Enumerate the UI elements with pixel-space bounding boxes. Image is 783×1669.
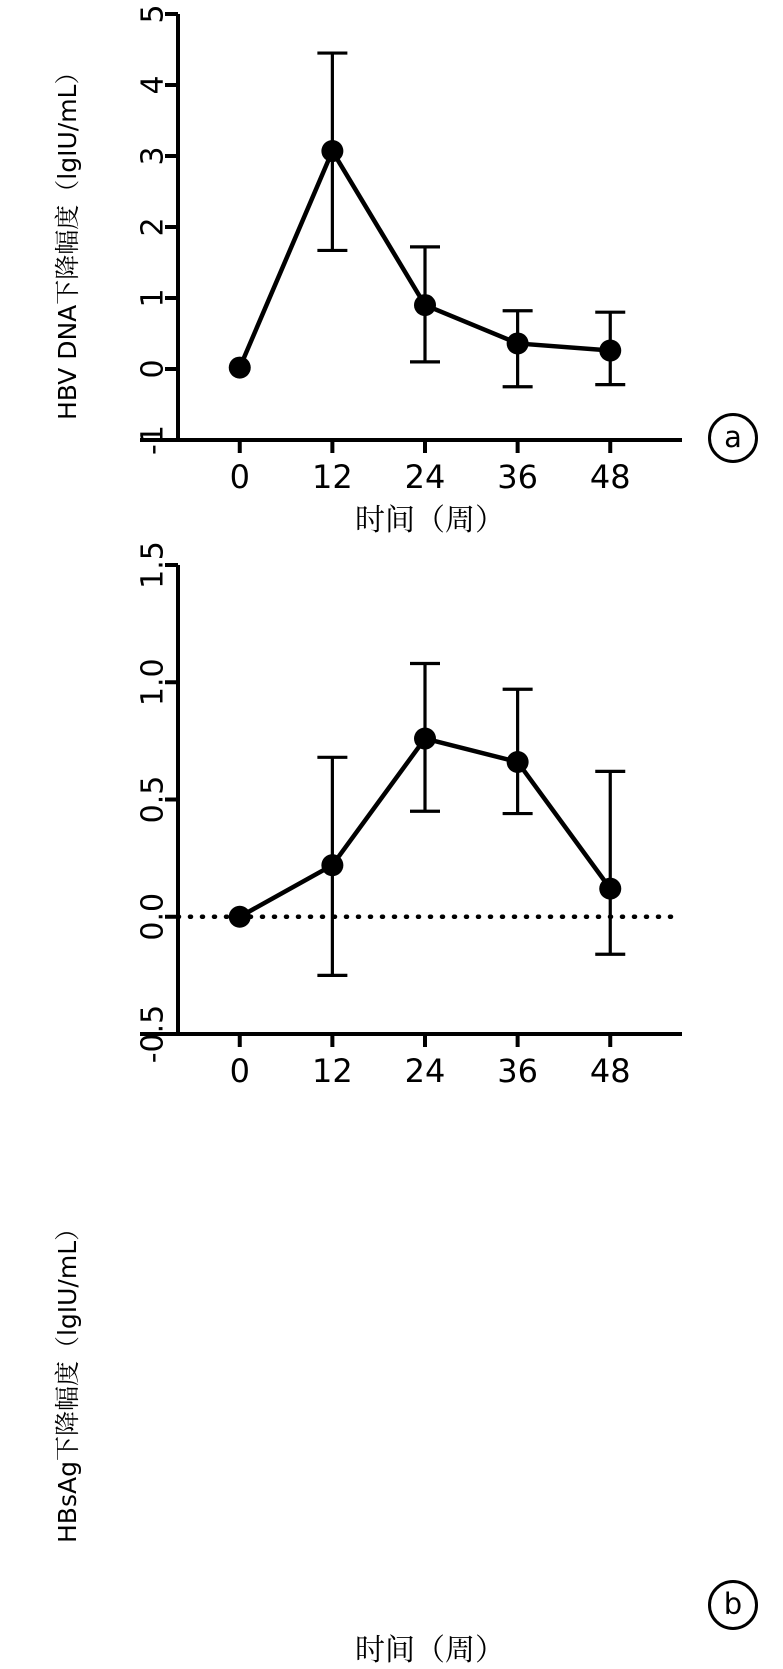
y-tick-label: -1	[135, 425, 171, 455]
data-point-marker	[229, 906, 251, 928]
y-axis-title-b: HBsAg下降幅度（lgIU/mL）	[53, 1215, 82, 1543]
x-tick-label: 0	[229, 1052, 250, 1090]
y-axis-title-a: HBV DNA下降幅度（lgIU/mL）	[53, 59, 82, 420]
data-point-marker	[599, 340, 621, 362]
chart-canvas-a	[0, 0, 783, 540]
data-point-marker	[507, 332, 529, 354]
data-point-marker	[507, 751, 529, 773]
x-tick-label: 36	[497, 458, 538, 496]
x-tick-label: 12	[312, 1052, 353, 1090]
y-tick-label: 1.5	[135, 541, 171, 589]
panel-label-b: b	[708, 1580, 758, 1630]
data-point-marker	[414, 294, 436, 316]
y-tick-label: 1.0	[135, 658, 171, 707]
x-tick-label: 36	[497, 1052, 538, 1090]
x-tick-label: 48	[589, 1052, 631, 1090]
y-tick-label: 5	[135, 4, 171, 24]
y-tick-label: 1	[135, 288, 171, 308]
x-tick-label: 24	[404, 458, 446, 496]
chart-panel-b	[0, 540, 783, 1668]
x-tick-label: 48	[589, 458, 631, 496]
x-axis-title-b: 时间（周）	[355, 1633, 505, 1668]
x-tick-label: 12	[312, 458, 353, 496]
y-tick-label: -0.5	[135, 1004, 171, 1064]
data-point-marker	[599, 878, 621, 900]
error-bar	[595, 771, 625, 954]
y-tick-label: 3	[135, 146, 171, 166]
y-tick-label: 0.0	[135, 892, 171, 941]
x-tick-label: 24	[404, 1052, 446, 1090]
chart-canvas-b	[0, 540, 783, 1133]
data-point-marker	[321, 140, 343, 162]
data-point-marker	[414, 728, 436, 750]
y-tick-label: 0	[135, 359, 171, 379]
y-tick-label: 4	[135, 75, 171, 95]
x-tick-label: 0	[229, 458, 250, 496]
y-tick-label: 0.5	[135, 775, 171, 824]
data-point-marker	[229, 357, 251, 379]
panel-label-a: a	[708, 413, 758, 463]
y-tick-label: 2	[135, 217, 171, 237]
chart-panel-a	[0, 0, 783, 540]
data-point-marker	[321, 854, 343, 876]
x-axis-title-a: 时间（周）	[355, 503, 505, 538]
